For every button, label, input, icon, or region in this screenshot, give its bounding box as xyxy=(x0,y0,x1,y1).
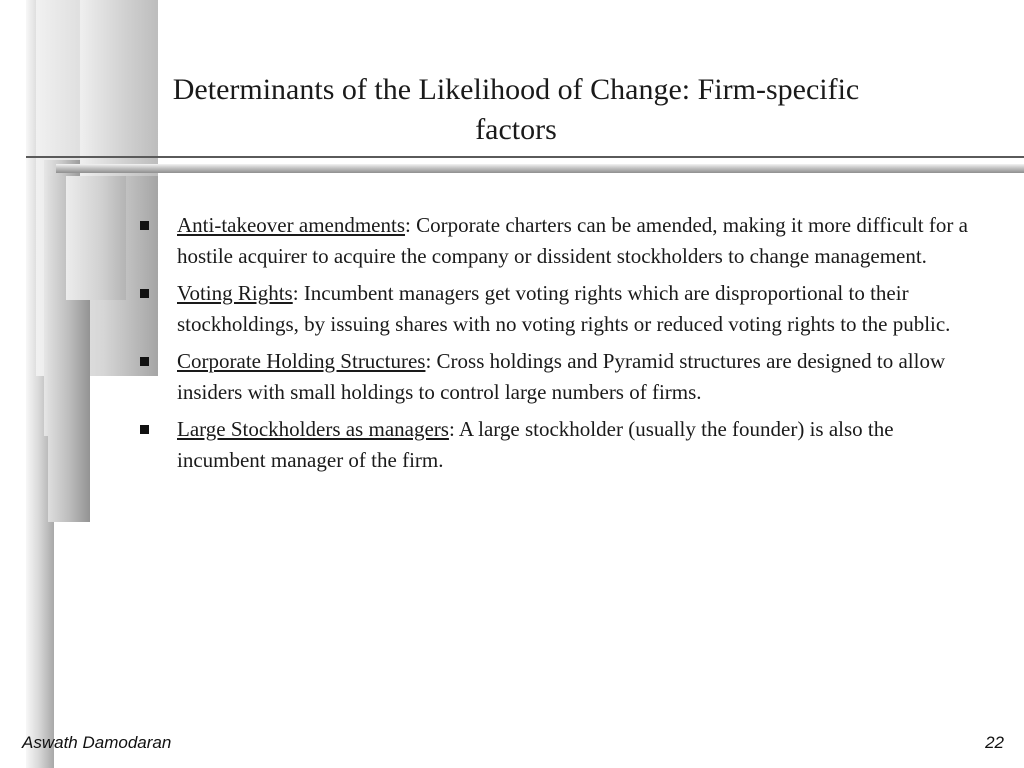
title-divider xyxy=(26,156,1024,158)
bullet-term: Corporate Holding Structures xyxy=(177,349,426,373)
bullet-term: Voting Rights xyxy=(177,281,293,305)
bullet-text: : Incumbent managers get voting rights which are disproportional to their stockholdings, by issuing shares with no voting rights or reduced voting rights to the public. xyxy=(177,281,951,336)
list-item xyxy=(138,278,978,340)
list-item xyxy=(138,210,978,272)
square-bullet-icon xyxy=(140,357,149,366)
page-number: 22 xyxy=(985,733,1004,752)
footer-author: Aswath Damodaran xyxy=(22,733,172,752)
square-bullet-icon xyxy=(140,289,149,298)
slide-title-line-2: factors xyxy=(475,113,557,146)
list-item xyxy=(138,346,978,408)
slide-title-line-1: Determinants of the Likelihood of Change: Firm-specific xyxy=(172,73,860,106)
title-divider-shadow xyxy=(56,164,1024,173)
bullet-term: Large Stockholders as managers xyxy=(177,417,449,441)
bullet-term: Anti-takeover amendments xyxy=(177,213,406,237)
bullet-text: : Cross holdings and Pyramid structures are designed to allow insiders with small holdings to control large numbers of firms. xyxy=(177,349,946,404)
bullet-list xyxy=(138,210,978,482)
square-bullet-icon xyxy=(140,221,149,230)
bullet-text: : A large stockholder (usually the founder) is also the incumbent manager of the firm. xyxy=(177,417,894,472)
slide-title xyxy=(100,70,932,150)
list-item xyxy=(138,414,978,476)
square-bullet-icon xyxy=(140,425,149,434)
bullet-text: : Corporate charters can be amended, making it more difficult for a hostile acquirer to acquire the company or dissident stockholders to change management. xyxy=(177,213,968,268)
decorative-bar xyxy=(66,176,126,300)
